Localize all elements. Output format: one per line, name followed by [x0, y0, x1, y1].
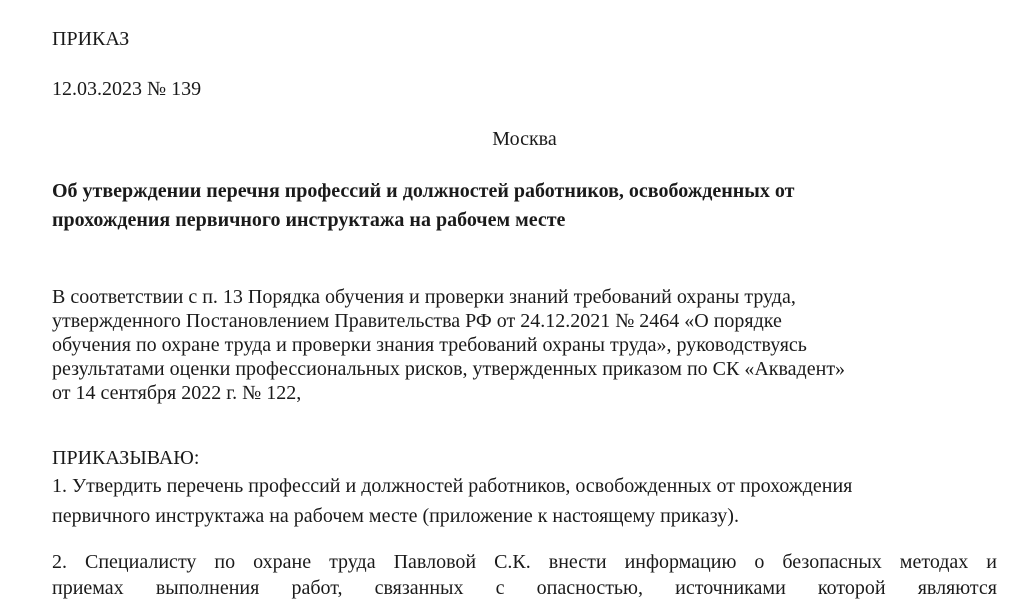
- preamble-paragraph: [52, 285, 997, 405]
- preamble-line: результатами оценки профессиональных рисков, утвержденных приказом по СК «Аквадент»: [52, 358, 846, 380]
- preamble-line: В соответствии с п. 13 Порядка обучения и проверки знаний требований охраны труда,: [52, 286, 796, 308]
- title-line: прохождения первичного инструктажа на рабочем месте: [52, 209, 566, 231]
- item2-line: 2. Специалисту по охране труда Павловой С.К. внести информацию о безопасных методах и: [52, 551, 997, 573]
- document-date-number: 12.03.2023 № 139: [52, 78, 202, 100]
- item2-line: приемах выполнения работ, связанных с опасностью, источниками которой являются: [52, 577, 997, 599]
- preamble-line: утвержденного Постановлением Правительства РФ от 24.12.2021 № 2464 «О порядке: [52, 310, 782, 332]
- document-city: Москва: [492, 128, 557, 150]
- order-heading: ПРИКАЗЫВАЮ:: [52, 447, 200, 469]
- preamble-line: от 14 сентября 2022 г. № 122,: [52, 382, 302, 404]
- item1-line: первичного инструктажа на рабочем месте (приложение к настоящему приказу).: [52, 505, 739, 527]
- document-title: [52, 177, 997, 235]
- item1-line: 1. Утвердить перечень профессий и должностей работников, освобожденных от прохождения: [52, 475, 853, 497]
- preamble-line: обучения по охране труда и проверки знания требований охраны труда», руководствуясь: [52, 334, 807, 356]
- order-item-2: [52, 549, 997, 601]
- document-type: ПРИКАЗ: [52, 28, 130, 50]
- document-page: [52, 0, 997, 607]
- title-line: Об утверждении перечня профессий и должностей работников, освобожденных от: [52, 180, 795, 202]
- order-item-1: [52, 471, 997, 531]
